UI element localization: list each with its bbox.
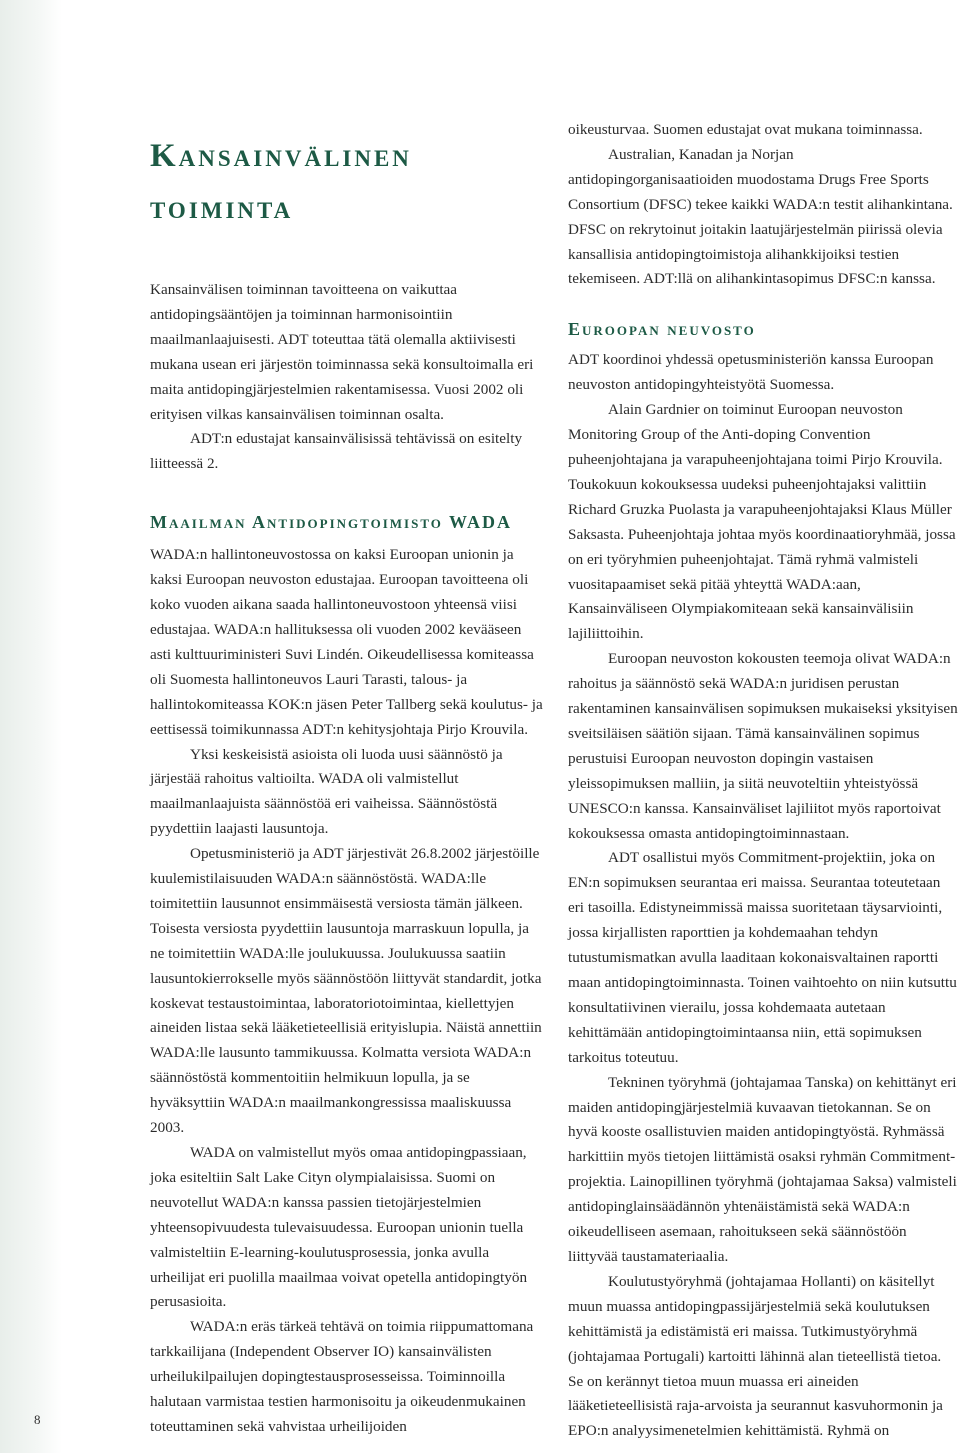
page-title-line-1: Kansainvälinen: [150, 138, 412, 174]
section-heading-wada: Maailman Antidopingtoimisto WADA: [150, 512, 513, 533]
dfsc-paragraph: Australian, Kanadan ja Norjan antidopingorganisaatioiden muodostama Drugs Free Sports Consortium (DFSC) tekee kaikki WADA:n testit alihankintana. DFSC on rekrytoinut joitakin laatujärjestelmän piirissä olevia kansallisia antidopingtoimistoja alihankkijoiksi testien tekemiseen. ADT:llä on alihankintasopimus DFSC:n kanssa.: [568, 145, 953, 288]
right-column: [568, 118, 960, 1444]
wada-paragraph: WADA on valmistellut myös omaa antidopingpassiaan, joka esiteltiin Salt Lake Cityn olympialaisissa. Suomi on neuvotellut WADA:n kanssa passien tietojärjestelmien yhteensopivuudesta tulevaisuudessa. Euroopan unionin tuella valmisteltiin E-learning-koulutusprosessia, jonka avulla urheilijat eri puolilla maailmaa voivat opetella antidopingtyön perusasioita.: [150, 1144, 528, 1311]
section-heading-europe: Euroopan neuvosto: [568, 319, 756, 340]
left-column: [150, 130, 545, 1440]
europe-paragraph: Tekninen työryhmä (johtajamaa Tanska) on kehittänyt eri maiden antidopingjärjestelmiä kuvaavan tietokannan. Se on hyvä kooste osallistuvien maiden antidopingtyöstä. Ryhmässä harkittiin myös tietojen liittämistä osaksi ryhmän Commitment-projektia. Lainopillinen työryhmä (johtajamaa Saksa) valmisteli antidopinglainsäädännön yhtenäistämistä sekä WADA:n oikeudelliseen asemaan, rahoitukseen sekä säännöstöön liittyvää taustamateriaalia.: [568, 1073, 957, 1265]
page-title-line-2: toiminta: [150, 190, 294, 226]
europe-paragraph: Alain Gardnier on toiminut Euroopan neuvoston Monitoring Group of the Anti-doping Convention puheenjohtajana ja varapuheenjohtajana toimi Pirjo Krouvila. Toukokuun kokouksessa uudeksi puheenjohtajaksi valittiin Richard Gruzka Puolasta ja varapuheenjohtajaksi Klaus Müller Saksasta. Puheenjohtaja johtaa myös koordinaatioryhmää, jossa on eri työryhmien puheenjohtajat. Tämä ryhmä valmisteli vuositapaamiset sekä pitää yhteyttä WADA:aan, Kansainväliseen Olympiakomiteaan sekä kansainvälisiin lajiliittoihin.: [568, 401, 956, 643]
wada-paragraph: WADA:n hallintoneuvostossa on kaksi Euroopan unionin ja kaksi Euroopan neuvoston edustajaa. Euroopan tavoitteena oli koko vuoden aikana saada hallintoneuvostoon yhteensä viisi edustajaa. WADA:n hallituksessa oli vuoden 2002 kevääseen asti kulttuuriministeri Suvi Lindén. Oikeudellisessa komiteassa oli Suomesta hallintoneuvos Lauri Tarasti, talous- ja hallintokomiteassa KOK:n jäsen Peter Tallberg sekä koulutus- ja eettisessä toimikunnassa ADT:n kehitysjohtaja Pirjo Krouvila.: [150, 546, 543, 738]
wada-paragraph: Yksi keskeisistä asioista oli luoda uusi säännöstö ja järjestää rahoitus valtioilta. WADA oli valmistellut maailmanlaajuista säännöstöä eri vaiheissa. Säännöstöstä pyydettiin laajasti lausuntoja.: [150, 745, 503, 838]
page-title: [150, 130, 545, 234]
page-side-band: [0, 0, 62, 1453]
intro-paragraph: ADT:n edustajat kansainvälisissä tehtävissä on esitelty liitteessä 2.: [150, 430, 523, 473]
page-number: 8: [34, 1412, 41, 1427]
europe-paragraph: ADT osallistui myös Commitment-projektiin, joka on EN:n sopimuksen seurantaa eri maissa. Seurantaa toteutetaan eri tasoilla. Edistyneimmissä maissa suoritetaan täysarviointi, jossa kirjallisten raporttien ja kohdemaahan tehdyn tutustumismatkan avulla laaditaan kokonaisvaltainen raportti maan antidopingtoiminnasta. Toinen vaihtoehto on niin kutsuttu konsultatiivinen vierailu, jossa kohdemaata autetaan kehittämään antidopingtoimintaansa niin, että sopimuksen tarkoitus toteutuu.: [568, 849, 957, 1066]
europe-paragraph: ADT koordinoi yhdessä opetusministeriön kanssa Euroopan neuvoston antidopingyhteistyötä Suomessa.: [568, 351, 934, 394]
continued-paragraph: oikeusturvaa. Suomen edustajat ovat mukana toiminnassa.: [568, 121, 923, 138]
europe-paragraph: Euroopan neuvoston kokousten teemoja olivat WADA:n rahoitus ja säännöstö sekä WADA:n juridisen perustan rakentaminen kansainvälisen sopimuksen mukaiseksi yksityisen sveitsiläisen säätiön sijaan. Tämä kansainvälinen sopimus perustuisi Euroopan neuvoston dopingin vastaisen yleissopimuksen malliin, ja siitä neuvoteltiin yhteistyössä UNESCO:n kanssa. Kansainväliset lajiliitot myös raportoivat kokouksessa omasta antidopingtoiminnastaan.: [568, 650, 958, 842]
wada-paragraph: Opetusministeriö ja ADT järjestivät 26.8.2002 järjestöille kuulemistilaisuuden WADA:n säännöstöstä. WADA:lle toimitettiin lausunnot ensimmäisestä versiosta tämän jälkeen. Toisesta versiosta pyydettiin lausuntoja marraskuun lopulla, ja ne toimitettiin WADA:lle joulukuussa. Joulukuussa saatiin lausuntokierrokselle myös säännöstöön liittyvät standardit, jotka koskevat testaustoimintaa, laboratoriotoimintaa, kiellettyjen aineiden listaa sekä lääketieteellisiä erityislupia. Näistä annettiin WADA:lle lausunto tammikuussa. Kolmatta versiota WADA:n säännöstöstä kommentoitiin helmikuun lopulla, ja se hyväksyttiin WADA:n maailmankongressissa maaliskuussa 2003.: [150, 845, 542, 1137]
wada-paragraph: WADA:n eräs tärkeä tehtävä on toimia riippumattomana tarkkailijana (Independent Observer IO) kansainvälisten urheilukilpailujen dopingtestausprosesseissa. Toiminnoilla halutaan varmistaa testien harmonisoitu ja oikeudenmukainen toteuttaminen sekä vahvistaa urheilijoiden: [150, 1318, 534, 1435]
europe-paragraph: Koulutustyöryhmä (johtajamaa Hollanti) on käsitellyt muun muassa antidopingpassijärjestelmiä sekä koulutuksen kehittämistä ja edistämistä eri maissa. Tutkimustyöryhmä (johtajamaa Portugali) kartoitti lähinnä alan tieteellistä tietoa. Se on kerännyt tietoa muun muassa eri aineiden lääketieteellisistä raja-arvoista ja seurannut kasvuhormonin ja EPO:n analyysimenetelmien kehittämistä. Ryhmä on: [568, 1272, 943, 1440]
intro-paragraph: Kansainvälisen toiminnan tavoitteena on vaikuttaa antidopingsääntöjen ja toiminnan harmonisointiin maailmanlaajuisesti. ADT toteuttaa tätä olemalla aktiivisesti mukana usean eri järjestön toiminnassa sekä konsultoimalla eri maita antidopingjärjestelmien rakentamisessa. Vuosi 2002 oli erityisen vilkas kansainvälisen toiminnan osalta.: [150, 281, 534, 423]
